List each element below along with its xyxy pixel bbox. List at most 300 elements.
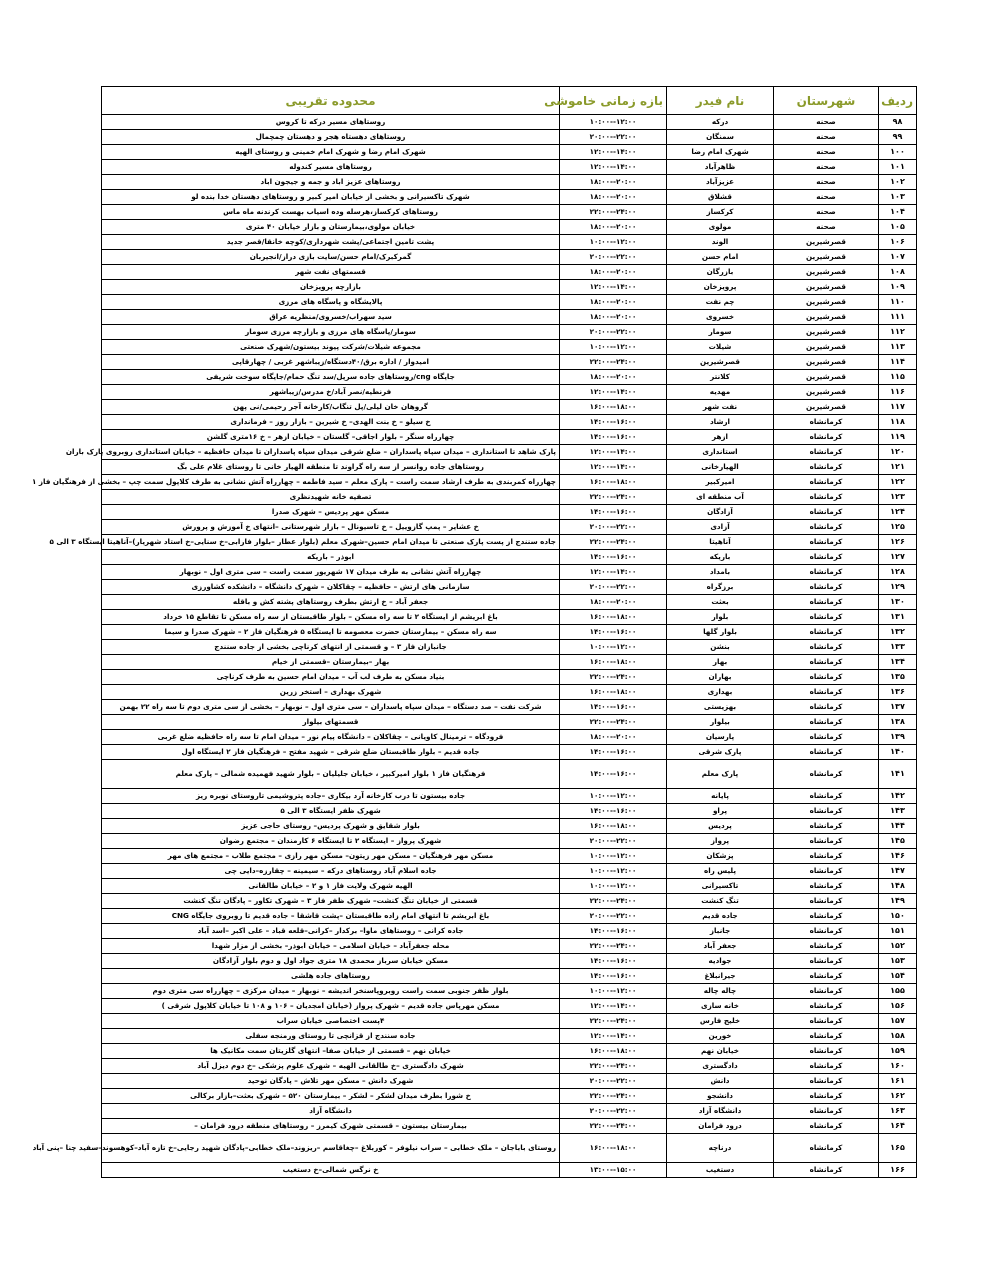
row-number-cell: ۱۰۵ [879,220,917,235]
city-cell: کرمانشاه [774,924,879,939]
area-cell: قسمتی از خیابان تنگ کنشت– شهرک ظفر فاز ۳ – شهرک تکاور – پادگان تنگ کنشت [102,894,560,909]
table-row [102,205,917,220]
row-number-cell: ۱۵۶ [879,999,917,1014]
row-number-cell: ۱۵۸ [879,1029,917,1044]
outage-time-cell: ۲۲:۰۰--۲۴:۰۰ [560,490,667,505]
area-cell: بهار –بیمارستان –قسمتی از خیام [102,655,560,670]
table-row [102,190,917,205]
area-cell: امیدوار / اداره برق/۴۰دستگاه/زیباشهر غربی / چهارقاپی [102,355,560,370]
outage-time-cell: ۱۰:۰۰--۱۲:۰۰ [560,340,667,355]
area-cell: مسکن مهرپاس جاده قدیم – شهرک پرواز (خیابان امجدیان – ۱۰۶ و ۱۰۸ تا خیابان کلاپول شرقی ) [102,999,560,1014]
table-row [102,490,917,505]
area-cell: تصفیه خانه شهیدنظری [102,490,560,505]
table-row [102,175,917,190]
row-number-cell: ۱۴۷ [879,864,917,879]
area-cell: الهیه شهرک ولایت فاز ۱ و ۲ – خیابان طالقانی [102,879,560,894]
table-row [102,475,917,490]
outage-time-cell: ۱۸:۰۰--۲۰:۰۰ [560,310,667,325]
row-number-cell: ۱۴۹ [879,894,917,909]
area-cell: جاده سنندج از قزانچی تا روستای ورمنجه سفلی [102,1029,560,1044]
area-cell: پالایشگاه و پاسگاه های مرزی [102,295,560,310]
area-cell: مسکن خیابان سرباز محمدی ۱۸ متری جواد اول و دوم بلوار آزادگان [102,954,560,969]
outage-time-cell: ۱۳:۰۰--۱۵:۰۰ [560,1163,667,1178]
table-row [102,1074,917,1089]
row-number-cell: ۱۳۵ [879,670,917,685]
feeder-name-cell: پزشکان [667,849,774,864]
area-cell: شهرک امام رضا و شهرک امام خمینی و روستای الهیه [102,145,560,160]
row-number-cell: ۱۲۵ [879,520,917,535]
area-cell: بازارچه پرویزخان [102,280,560,295]
outage-time-cell: ۱۴:۰۰--۱۶:۰۰ [560,625,667,640]
table-row [102,849,917,864]
table-row [102,250,917,265]
area-cell: فرودگاه – ترمینال کاویانی – چقاکلان – دانشگاه پیام نور – میدان امام تا سه راه حافظیه ضلع غربی [102,730,560,745]
row-number-cell: ۱۴۲ [879,789,917,804]
feeder-name-cell: تنگ کنشت [667,894,774,909]
area-cell: دانشگاه آزاد [102,1104,560,1119]
city-cell: کرمانشاه [774,715,879,730]
city-cell: کرمانشاه [774,730,879,745]
city-cell: کرمانشاه [774,760,879,789]
row-number-cell: ۱۲۴ [879,505,917,520]
table-row [102,565,917,580]
outage-time-cell: ۲۲:۰۰--۲۴:۰۰ [560,1119,667,1134]
city-cell: صحنه [774,175,879,190]
table-row [102,160,917,175]
outage-time-cell: ۱۸:۰۰--۲۰:۰۰ [560,370,667,385]
feeder-name-cell: جعفر آباد [667,939,774,954]
table-row [102,265,917,280]
feeder-name-cell: جوادیه [667,954,774,969]
area-cell: خیابان مولوی،بیمارستان و بازار خیابان ۴۰ متری [102,220,560,235]
outage-time-cell: ۱۶:۰۰--۱۸:۰۰ [560,475,667,490]
area-cell: روستاهای جاده روانسر از سه راه گراوند تا منطقه الهیار خانی تا روستای غلام علی بگ [102,460,560,475]
outage-time-cell: ۱۴:۰۰--۱۶:۰۰ [560,804,667,819]
row-number-cell: ۱۲۶ [879,535,917,550]
table-row [102,879,917,894]
header-feeder-name: نام فیدر [667,87,774,115]
area-cell: جانبازان فاز ۳ – و قسمتی از انتهای کرناچی بخشی از جاده سنندج [102,640,560,655]
outage-time-cell: ۱۰:۰۰--۱۲:۰۰ [560,115,667,130]
row-number-cell: ۱۳۴ [879,655,917,670]
table-row [102,1029,917,1044]
area-cell: مسکن مهر پردیس – شهرک صدرا [102,505,560,520]
row-number-cell: ۱۳۹ [879,730,917,745]
area-cell: بلوار شقایق و شهرک پردیس– روستای حاجی عزیز [102,819,560,834]
table-row [102,834,917,849]
area-cell: فرنطیه/نصر آباد/خ مدرس/زیباشهر [102,385,560,400]
table-row [102,325,917,340]
feeder-name-cell: خانه سازی [667,999,774,1014]
feeder-name-cell: دانشجو [667,1089,774,1104]
city-cell: کرمانشاه [774,640,879,655]
area-cell: ۴پست اختصاصی خیابان سراب [102,1014,560,1029]
feeder-name-cell: بهاران [667,670,774,685]
row-number-cell: ۱۶۴ [879,1119,917,1134]
row-number-cell: ۱۵۷ [879,1014,917,1029]
city-cell: کرمانشاه [774,894,879,909]
feeder-name-cell: بعثت [667,595,774,610]
row-number-cell: ۱۵۴ [879,969,917,984]
outage-time-cell: ۲۰:۰۰--۲۲:۰۰ [560,1074,667,1089]
outage-time-cell: ۲۲:۰۰--۲۴:۰۰ [560,715,667,730]
area-cell: بیمارستان بیستون – قسمتی شهرک کیمرز – روستاهای منطقه درود فرامان – [102,1119,560,1134]
outage-time-cell: ۲۰:۰۰--۲۲:۰۰ [560,834,667,849]
feeder-name-cell: بهداری [667,685,774,700]
table-row [102,924,917,939]
row-number-cell: ۱۵۰ [879,909,917,924]
outage-time-cell: ۱۴:۰۰--۱۶:۰۰ [560,745,667,760]
row-number-cell: ۱۴۱ [879,760,917,789]
outage-time-cell: ۲۰:۰۰--۲۲:۰۰ [560,580,667,595]
outage-time-cell: ۱۴:۰۰--۱۶:۰۰ [560,954,667,969]
outage-time-cell: ۱۴:۰۰--۱۶:۰۰ [560,969,667,984]
feeder-name-cell: ارشاد [667,415,774,430]
feeder-name-cell: پردیس [667,819,774,834]
feeder-name-cell: قشلاق [667,190,774,205]
outage-schedule-sheet [31,86,916,1178]
feeder-name-cell: خیابان نهم [667,1044,774,1059]
feeder-name-cell: امیرکبیر [667,475,774,490]
area-cell: روستاهای مسیر کندوله [102,160,560,175]
city-cell: کرمانشاه [774,819,879,834]
row-number-cell: ۱۵۵ [879,984,917,999]
table-row [102,789,917,804]
row-number-cell: ۱۲۲ [879,475,917,490]
row-number-cell: ۱۲۰ [879,445,917,460]
row-number-cell: ۱۴۳ [879,804,917,819]
feeder-name-cell: پارسیان [667,730,774,745]
row-number-cell: ۱۶۰ [879,1059,917,1074]
row-number-cell: ۱۶۲ [879,1089,917,1104]
header-city: شهرستان [774,87,879,115]
city-cell: کرمانشاه [774,745,879,760]
city-cell: قصرشیرین [774,385,879,400]
table-row [102,520,917,535]
outage-time-cell: ۱۴:۰۰--۱۶:۰۰ [560,415,667,430]
area-cell: جاده کرانی – روستاهای ماوا– برکدار –کرانی–قلعه قباد – علی اکبر –اسد آباد [102,924,560,939]
feeder-name-cell: بنشن [667,640,774,655]
feeder-name-cell: شیلات [667,340,774,355]
feeder-name-cell: ازهر [667,430,774,445]
table-row [102,1163,917,1178]
city-cell: صحنه [774,145,879,160]
city-cell: کرمانشاه [774,1134,879,1163]
area-cell: جعفر آباد – خ ارتش بطرف روستاهای پشته کش و باقله [102,595,560,610]
area-cell: شهرک بهداری – استخر زرین [102,685,560,700]
area-cell: روستای باباجان – ملک خطابی – سراب نیلوفر – کوربلاغ –چغاقاسم –ریزوند–ملک خطابی–پادگان شهید رجایی–خ تازه آباد–کوهسوند–سفید چنا –پنی آباد [102,1134,560,1163]
feeder-name-cell: بهار [667,655,774,670]
feeder-name-cell: خورین [667,1029,774,1044]
row-number-cell: ۱۱۱ [879,310,917,325]
feeder-name-cell: الوند [667,235,774,250]
outage-time-cell: ۱۴:۰۰--۱۶:۰۰ [560,430,667,445]
outage-time-cell: ۲۲:۰۰--۲۴:۰۰ [560,1059,667,1074]
feeder-name-cell: برزگراه [667,580,774,595]
feeder-name-cell: عزیزآباد [667,175,774,190]
table-row [102,130,917,145]
feeder-name-cell: آناهیتا [667,535,774,550]
area-cell: شهرک دادگستری –خ طالقانی الهیه – شهرک علوم پزشکی –خ دوم دیزل آباد [102,1059,560,1074]
row-number-cell: ۱۵۲ [879,939,917,954]
city-cell: کرمانشاه [774,804,879,819]
area-cell: باغ ابریشم تا انتهای امام زاده طاقبستان –پشت قاشقا – جاده قدیم تا روبروی جایگاه CNG [102,909,560,924]
table-row [102,535,917,550]
row-number-cell: ۱۶۳ [879,1104,917,1119]
feeder-name-cell: قصرشیرین [667,355,774,370]
city-cell: کرمانشاه [774,849,879,864]
feeder-name-cell: آب منطقه ای [667,490,774,505]
city-cell: کرمانشاه [774,1119,879,1134]
city-cell: صحنه [774,160,879,175]
area-cell: شرکت نفت – صد دستگاه – میدان سپاه پاسداران – سی متری اول – نوبهار – بخشی از سی متری دوم تا سه راه ۲۲ بهمن [102,700,560,715]
feeder-name-cell: باریکه [667,550,774,565]
outage-time-cell: ۲۲:۰۰--۲۴:۰۰ [560,1089,667,1104]
feeder-name-cell: چم نفت [667,295,774,310]
area-cell: فرهنگیان فاز ۱ بلوار امیرکبیر ، خیابان جلیلیان – بلوار شهید فهمیده شمالی – پارک معلم [102,760,560,789]
feeder-name-cell: بامداد [667,565,774,580]
table-row [102,730,917,745]
table-row [102,340,917,355]
table-row [102,625,917,640]
table-row [102,460,917,475]
city-cell: صحنه [774,220,879,235]
feeder-name-cell: دادگستری [667,1059,774,1074]
area-cell: محله جعفرآباد – خیابان اسلامی – خیابان ابوذر– بخشی از مزار شهدا [102,939,560,954]
outage-time-cell: ۱۲:۰۰--۱۴:۰۰ [560,385,667,400]
outage-time-cell: ۱۴:۰۰--۱۶:۰۰ [560,924,667,939]
outage-table [31,86,917,1178]
table-row [102,1119,917,1134]
city-cell: قصرشیرین [774,250,879,265]
city-cell: کرمانشاه [774,1059,879,1074]
row-number-cell: ۱۳۷ [879,700,917,715]
city-cell: کرمانشاه [774,999,879,1014]
area-cell: جاده قدیم – بلوار طاقبستان ضلع شرقی – شهید مفتح – فرهنگیان فاز ۲ ایستگاه اول [102,745,560,760]
table-row [102,220,917,235]
feeder-name-cell: پارک شرقی [667,745,774,760]
row-number-cell: ۱۱۷ [879,400,917,415]
table-row [102,745,917,760]
row-number-cell: ۱۴۰ [879,745,917,760]
row-number-cell: ۱۳۶ [879,685,917,700]
area-cell: روستاهای دهستاه هجر و دهستان چمچمال [102,130,560,145]
row-number-cell: ۱۴۴ [879,819,917,834]
city-cell: کرمانشاه [774,490,879,505]
table-row [102,235,917,250]
table-row [102,1134,917,1163]
outage-time-cell: ۲۲:۰۰--۲۴:۰۰ [560,670,667,685]
table-row [102,445,917,460]
feeder-name-cell: آزادگان [667,505,774,520]
area-cell: شهرک پرواز – ایستگاه ۲ تا ایستگاه ۶ کارمندان – مجتمع رضوان [102,834,560,849]
table-row [102,415,917,430]
row-number-cell: ۱۱۴ [879,355,917,370]
city-cell: کرمانشاه [774,909,879,924]
area-cell: ابوذر – باریکه [102,550,560,565]
city-cell: قصرشیرین [774,325,879,340]
table-row [102,999,917,1014]
row-number-cell: ۱۱۲ [879,325,917,340]
outage-time-cell: ۲۲:۰۰--۲۴:۰۰ [560,939,667,954]
row-number-cell: ۱۴۵ [879,834,917,849]
outage-time-cell: ۲۰:۰۰--۲۲:۰۰ [560,130,667,145]
outage-time-cell: ۱۶:۰۰--۱۸:۰۰ [560,610,667,625]
row-number-cell: ۱۳۰ [879,595,917,610]
area-cell: روستاهای جاده هلشی [102,969,560,984]
area-cell: خیابان نهم – قسمتی از خیابان صفا– انتهای گلزیتان سمت مکانیک ها [102,1044,560,1059]
row-number-cell: ۱۴۶ [879,849,917,864]
area-cell: چهارراه کمربندی به طرف ارشاد سمت راست – پارک معلم – سید فاطمه – چهارراه آتش نشانی به طرف کلاپول سمت چپ – بخشی از فرهنگیان فاز ۱ [102,475,560,490]
city-cell: قصرشیرین [774,295,879,310]
feeder-name-cell: درناچه [667,1134,774,1163]
area-cell: مسکن مهر فرهنگیان – مسکن مهر زیتون– مسکن مهر رازی – مجتمع طلاب – مجتمع های مهر [102,849,560,864]
outage-time-cell: ۱۰:۰۰--۱۲:۰۰ [560,640,667,655]
table-row [102,700,917,715]
row-number-cell: ۱۲۳ [879,490,917,505]
row-number-cell: ۱۱۸ [879,415,917,430]
table-row [102,1089,917,1104]
city-cell: قصرشیرین [774,355,879,370]
feeder-name-cell: شهرک امام رضا [667,145,774,160]
table-row [102,310,917,325]
city-cell: کرمانشاه [774,625,879,640]
row-number-cell: ۱۰۱ [879,160,917,175]
city-cell: کرمانشاه [774,460,879,475]
area-cell: جایگاه cng/روستاهای جاده سرپل/سد تنگ حمام/جایگاه سوخت شریفی [102,370,560,385]
feeder-name-cell: سومار [667,325,774,340]
table-row [102,280,917,295]
outage-time-cell: ۲۰:۰۰--۲۲:۰۰ [560,325,667,340]
area-cell: جاده اسلام آباد روستاهای درکه – سیمینه – چقارزه–دایی چی [102,864,560,879]
area-cell: سومار/پاسگاه های مرزی و بازارچه مرزی سومار [102,325,560,340]
city-cell: کرمانشاه [774,520,879,535]
outage-time-cell: ۲۰:۰۰--۲۲:۰۰ [560,1104,667,1119]
table-row [102,1104,917,1119]
feeder-name-cell: کرکساز [667,205,774,220]
feeder-name-cell: دستغیب [667,1163,774,1178]
city-cell: قصرشیرین [774,340,879,355]
city-cell: کرمانشاه [774,610,879,625]
outage-time-cell: ۲۲:۰۰--۲۴:۰۰ [560,535,667,550]
outage-time-cell: ۱۴:۰۰--۱۶:۰۰ [560,760,667,789]
city-cell: قصرشیرین [774,370,879,385]
feeder-name-cell: تاکسیرانی [667,879,774,894]
feeder-name-cell: جانباز [667,924,774,939]
area-cell: خ سیلو – خ بنت الهدی– خ شیرین – بازار روز – فرمانداری [102,415,560,430]
header-approx-area: محدوده تقریبی [102,87,560,115]
outage-time-cell: ۱۸:۰۰--۲۰:۰۰ [560,595,667,610]
table-row [102,640,917,655]
row-number-cell: ۱۶۱ [879,1074,917,1089]
city-cell: کرمانشاه [774,595,879,610]
table-row [102,984,917,999]
outage-time-cell: ۱۸:۰۰--۲۰:۰۰ [560,220,667,235]
city-cell: کرمانشاه [774,834,879,849]
row-number-cell: ۱۰۷ [879,250,917,265]
area-cell: سه راه مسکن – بیمارستان حضرت معصومه تا ایستگاه ۵ فرهنگیان فاز ۲ – شهرک صدرا و سیما [102,625,560,640]
row-number-cell: ۱۳۲ [879,625,917,640]
area-cell: شهرک دانش – مسکن مهر تلاش – پادگان توحید [102,1074,560,1089]
row-number-cell: ۱۵۱ [879,924,917,939]
table-row [102,969,917,984]
outage-time-cell: ۱۲:۰۰--۱۴:۰۰ [560,1029,667,1044]
header-outage-time: بازه زمانی خاموشی [560,87,667,115]
feeder-name-cell: امام حسن [667,250,774,265]
outage-time-cell: ۱۸:۰۰--۲۰:۰۰ [560,730,667,745]
outage-time-cell: ۱۴:۰۰--۱۶:۰۰ [560,700,667,715]
feeder-name-cell: بهزیستی [667,700,774,715]
table-header-row [102,87,917,115]
city-cell: قصرشیرین [774,310,879,325]
row-number-cell: ۱۲۷ [879,550,917,565]
row-number-cell: ۱۵۳ [879,954,917,969]
outage-time-cell: ۲۲:۰۰--۲۴:۰۰ [560,894,667,909]
row-number-cell: ۱۱۶ [879,385,917,400]
feeder-name-cell: پارک معلم [667,760,774,789]
row-number-cell: ۱۴۸ [879,879,917,894]
area-cell: روستاهای کرکساز،هرسله وده اسیاب بهست کرندنه ماه ماس [102,205,560,220]
area-cell: جاده بیستون تا درب کارخانه آرد بیکاری –جاده پتروشیمی تاروستای نوبره ریز [102,789,560,804]
area-cell: پارک شاهد تا استانداری – میدان سپاه پاسداران – ضلع شرقی میدان سپاه پاسداران تا میدان حافظیه – خیابان استانداری روبروی پارک باران [102,445,560,460]
area-cell: قسمتهای بیلوار [102,715,560,730]
city-cell: کرمانشاه [774,430,879,445]
feeder-name-cell: دانش [667,1074,774,1089]
table-row [102,864,917,879]
table-row [102,430,917,445]
row-number-cell: ۱۰۳ [879,190,917,205]
city-cell: کرمانشاه [774,655,879,670]
city-cell: کرمانشاه [774,670,879,685]
table-row [102,1044,917,1059]
row-number-cell: ۱۳۳ [879,640,917,655]
city-cell: کرمانشاه [774,879,879,894]
row-number-cell: ۹۹ [879,130,917,145]
row-number-cell: ۱۰۶ [879,235,917,250]
feeder-name-cell: الهیارخانی [667,460,774,475]
table-row [102,370,917,385]
feeder-name-cell: کلانتر [667,370,774,385]
feeder-name-cell: دانشگاه آزاد [667,1104,774,1119]
table-body [31,115,917,1178]
table-row [102,655,917,670]
table-row [102,954,917,969]
feeder-name-cell: مولوی [667,220,774,235]
outage-time-cell: ۲۰:۰۰--۲۲:۰۰ [560,520,667,535]
table-row [102,1059,917,1074]
city-cell: کرمانشاه [774,565,879,580]
table-row [102,385,917,400]
area-cell: سید سهراب/خسروی/منظریه عراق [102,310,560,325]
row-number-cell: ۱۰۲ [879,175,917,190]
city-cell: کرمانشاه [774,685,879,700]
outage-time-cell: ۲۰:۰۰--۲۲:۰۰ [560,909,667,924]
feeder-name-cell: استانداری [667,445,774,460]
city-cell: کرمانشاه [774,1089,879,1104]
feeder-name-cell: جاده قدیم [667,909,774,924]
feeder-name-cell: پراو [667,804,774,819]
row-number-cell: ۱۳۱ [879,610,917,625]
city-cell: صحنه [774,115,879,130]
row-number-cell: ۹۸ [879,115,917,130]
table-row [102,685,917,700]
outage-time-cell: ۱۴:۰۰--۱۶:۰۰ [560,505,667,520]
outage-time-cell: ۱۶:۰۰--۱۸:۰۰ [560,685,667,700]
city-cell: صحنه [774,205,879,220]
area-cell: بنیاد مسکن به طرف لب آب – میدان امام حسین به طرف کرناچی [102,670,560,685]
feeder-name-cell: ظاهرآباد [667,160,774,175]
outage-time-cell: ۱۰:۰۰--۱۲:۰۰ [560,849,667,864]
